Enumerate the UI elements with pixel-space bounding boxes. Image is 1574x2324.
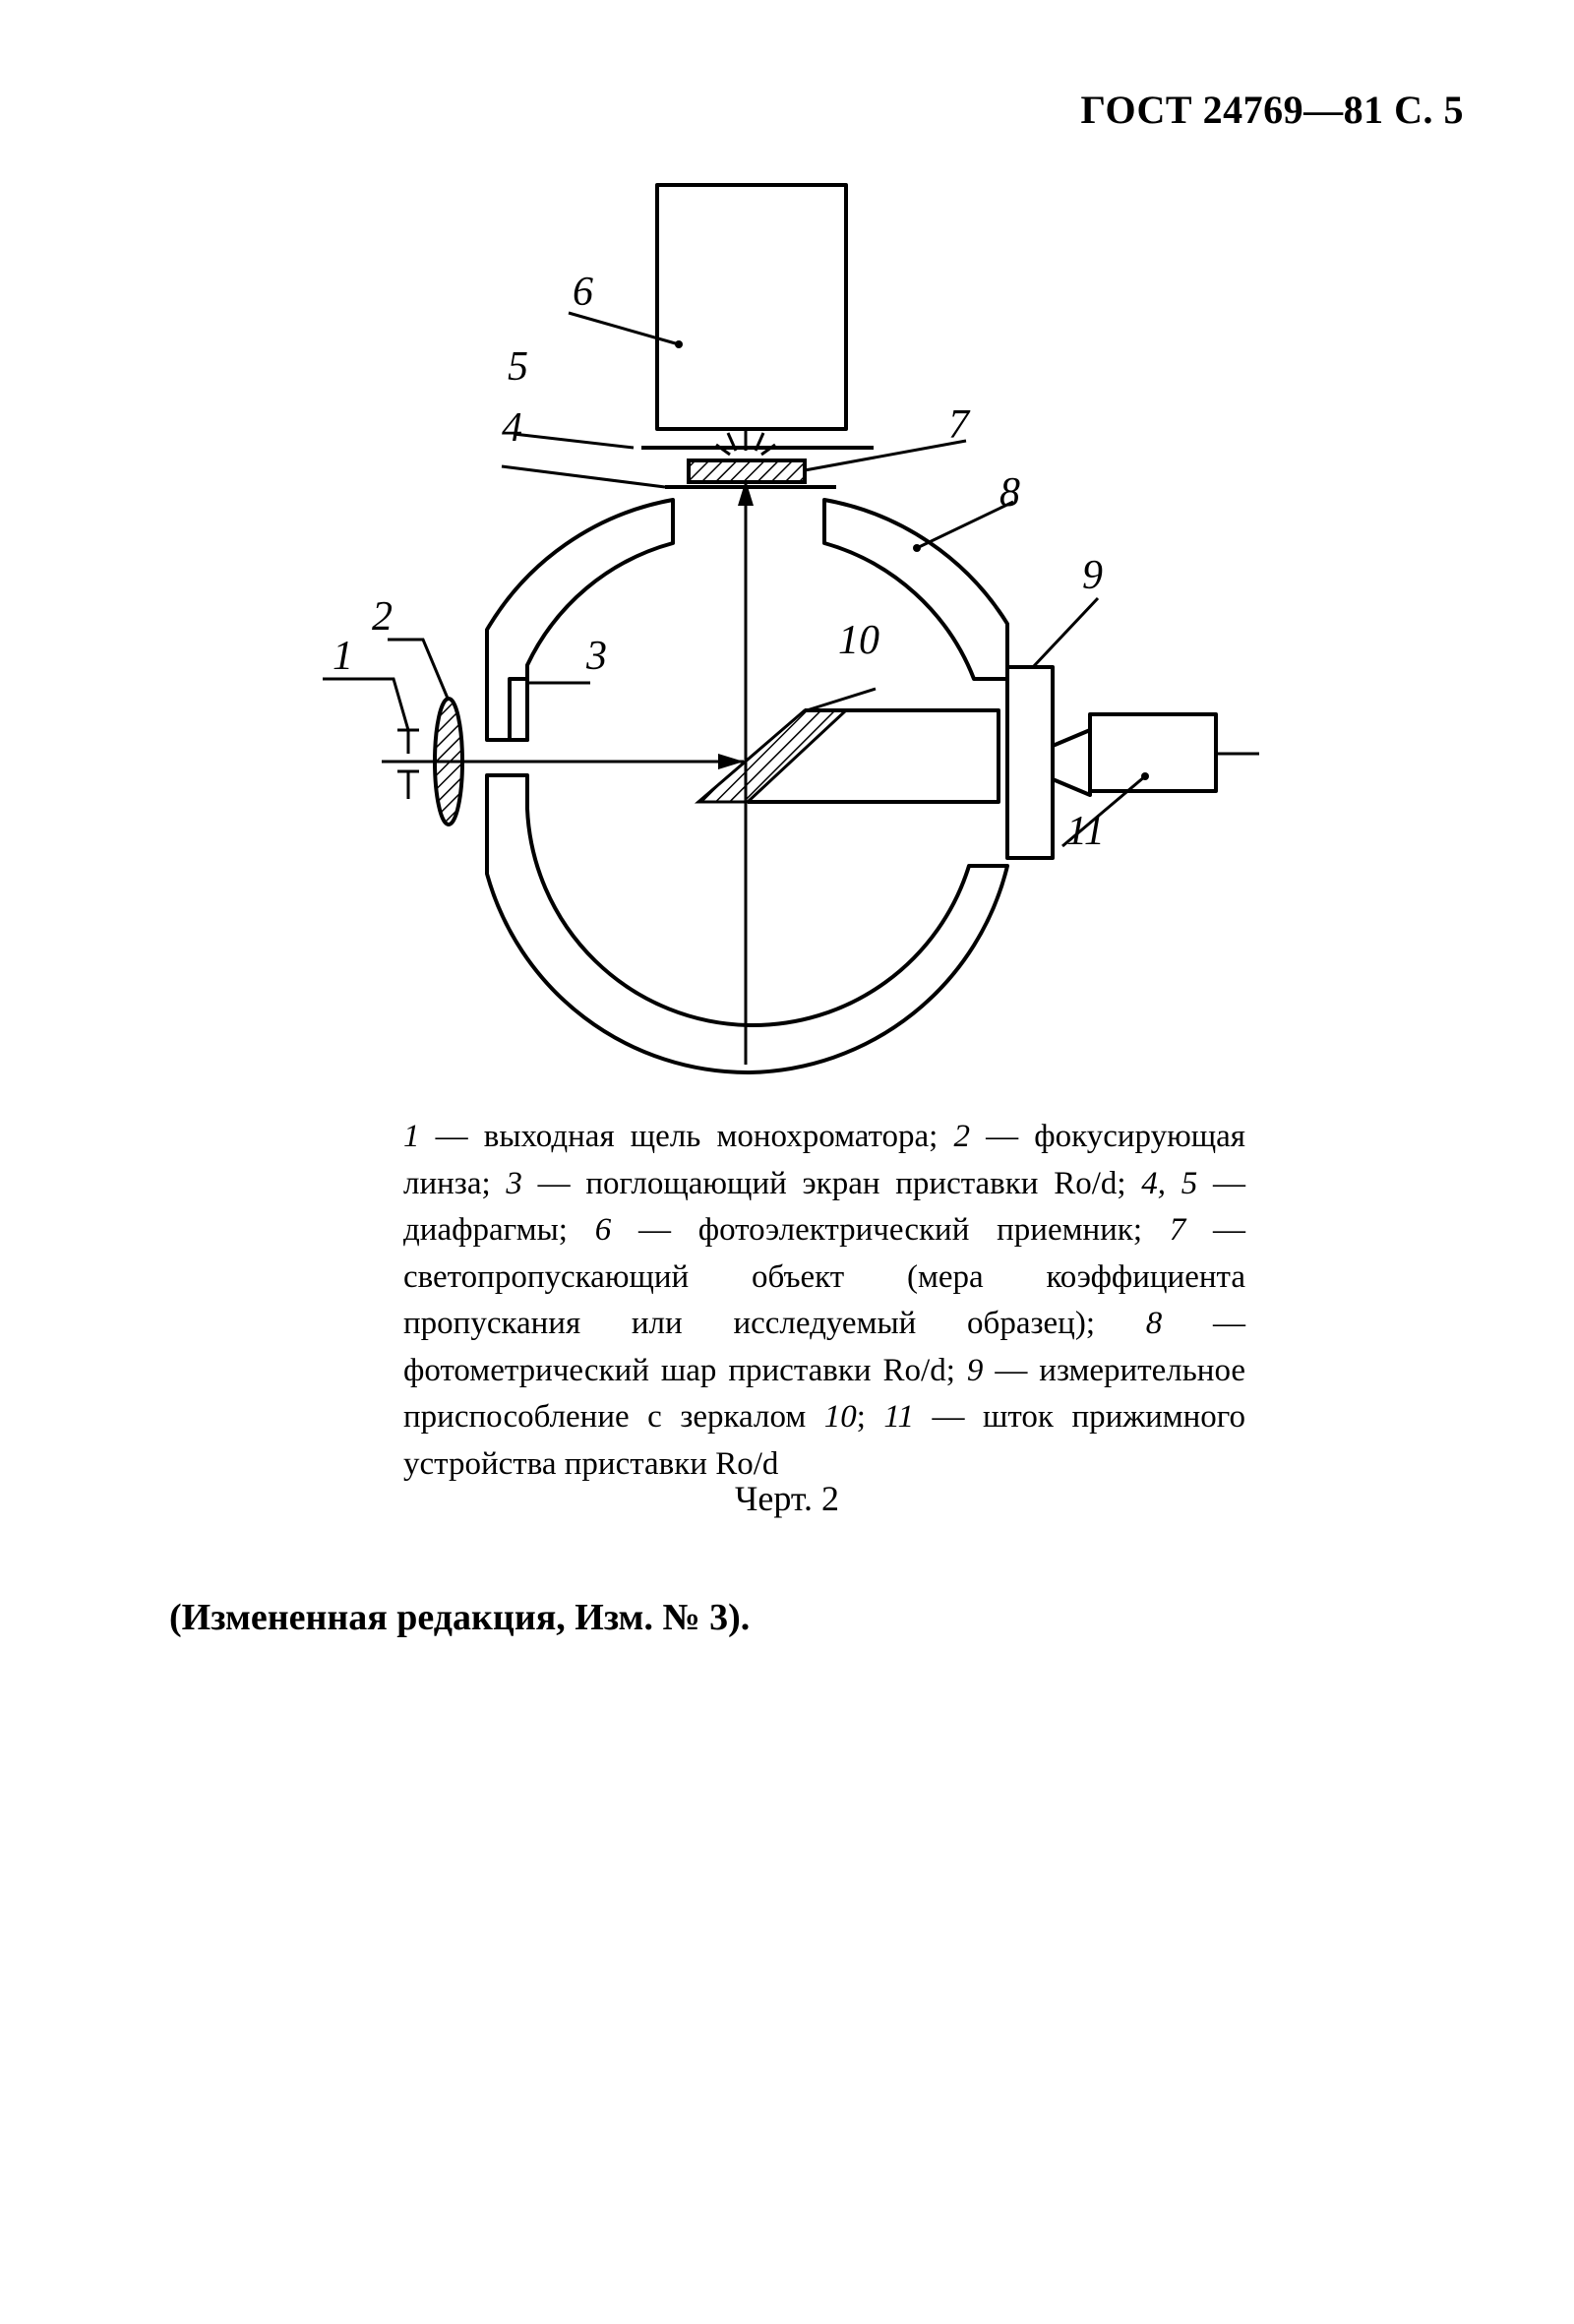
legend-text-3: — поглощающий экран приставки Ro/d; bbox=[521, 1165, 1142, 1201]
rod-11-connector bbox=[1053, 730, 1090, 795]
rod-11-body bbox=[1090, 714, 1216, 791]
legend-text-2: — фокусирующая линза; bbox=[403, 1119, 1245, 1201]
legend-num-2: 2 bbox=[953, 1119, 970, 1154]
absorbing-screen-3 bbox=[510, 679, 527, 740]
legend-num-6: 6 bbox=[594, 1212, 612, 1248]
legend-text-4-5: — диафрагмы; bbox=[403, 1165, 1245, 1248]
figure-label-1: 1 bbox=[333, 634, 353, 679]
figure-label-5: 5 bbox=[508, 344, 528, 390]
legend-text-9: — измерительное приспособление с зеркалом bbox=[403, 1352, 1245, 1435]
legend-num-10: 10 bbox=[823, 1399, 857, 1435]
attachment-9 bbox=[1007, 667, 1053, 858]
optical-scheme-figure bbox=[0, 0, 1574, 1102]
legend-text-7: — светопропускающий объект (мера коэффициента пропускания или исследуемый образец); bbox=[403, 1212, 1245, 1341]
legend-num-4-5: 4, 5 bbox=[1141, 1165, 1198, 1201]
figure-label-2: 2 bbox=[372, 594, 393, 640]
legend-num-9: 9 bbox=[966, 1352, 984, 1388]
legend-text-10: ; bbox=[856, 1399, 884, 1435]
figure-caption: Черт. 2 bbox=[735, 1479, 839, 1518]
legend-num-8: 8 bbox=[1145, 1306, 1163, 1341]
figure-label-7: 7 bbox=[948, 402, 969, 448]
figure-label-3: 3 bbox=[586, 634, 607, 679]
legend-text-6: — фотоэлектрический приемник; bbox=[611, 1212, 1170, 1248]
legend-text-1: — выходная щель монохроматора; bbox=[419, 1119, 954, 1154]
amendment-note: (Измененная редакция, Изм. № 3). bbox=[169, 1597, 751, 1638]
legend-num-1: 1 bbox=[403, 1119, 420, 1154]
legend-text-11: — шток прижимного устройства приставки Ro/d bbox=[403, 1399, 1246, 1482]
legend-num-7: 7 bbox=[1169, 1212, 1186, 1248]
figure-legend bbox=[403, 1114, 1245, 1488]
legend-num-3: 3 bbox=[506, 1165, 522, 1201]
page-header: ГОСТ 24769—81 С. 5 bbox=[1080, 88, 1464, 132]
figure-label-4: 4 bbox=[502, 405, 522, 451]
figure-label-10: 10 bbox=[838, 618, 879, 663]
legend-text-8: — фотометрический шар приставки Ro/d; bbox=[403, 1306, 1246, 1388]
figure-label-9: 9 bbox=[1082, 553, 1103, 598]
sphere-wall-top-left bbox=[487, 500, 673, 740]
figure-label-8: 8 bbox=[999, 470, 1020, 516]
lens-2 bbox=[435, 699, 462, 825]
object-7 bbox=[689, 460, 805, 482]
figure-label-11: 11 bbox=[1066, 809, 1105, 854]
legend-num-11: 11 bbox=[883, 1399, 914, 1435]
figure-label-6: 6 bbox=[573, 270, 593, 315]
receiver-6-body bbox=[657, 185, 846, 429]
